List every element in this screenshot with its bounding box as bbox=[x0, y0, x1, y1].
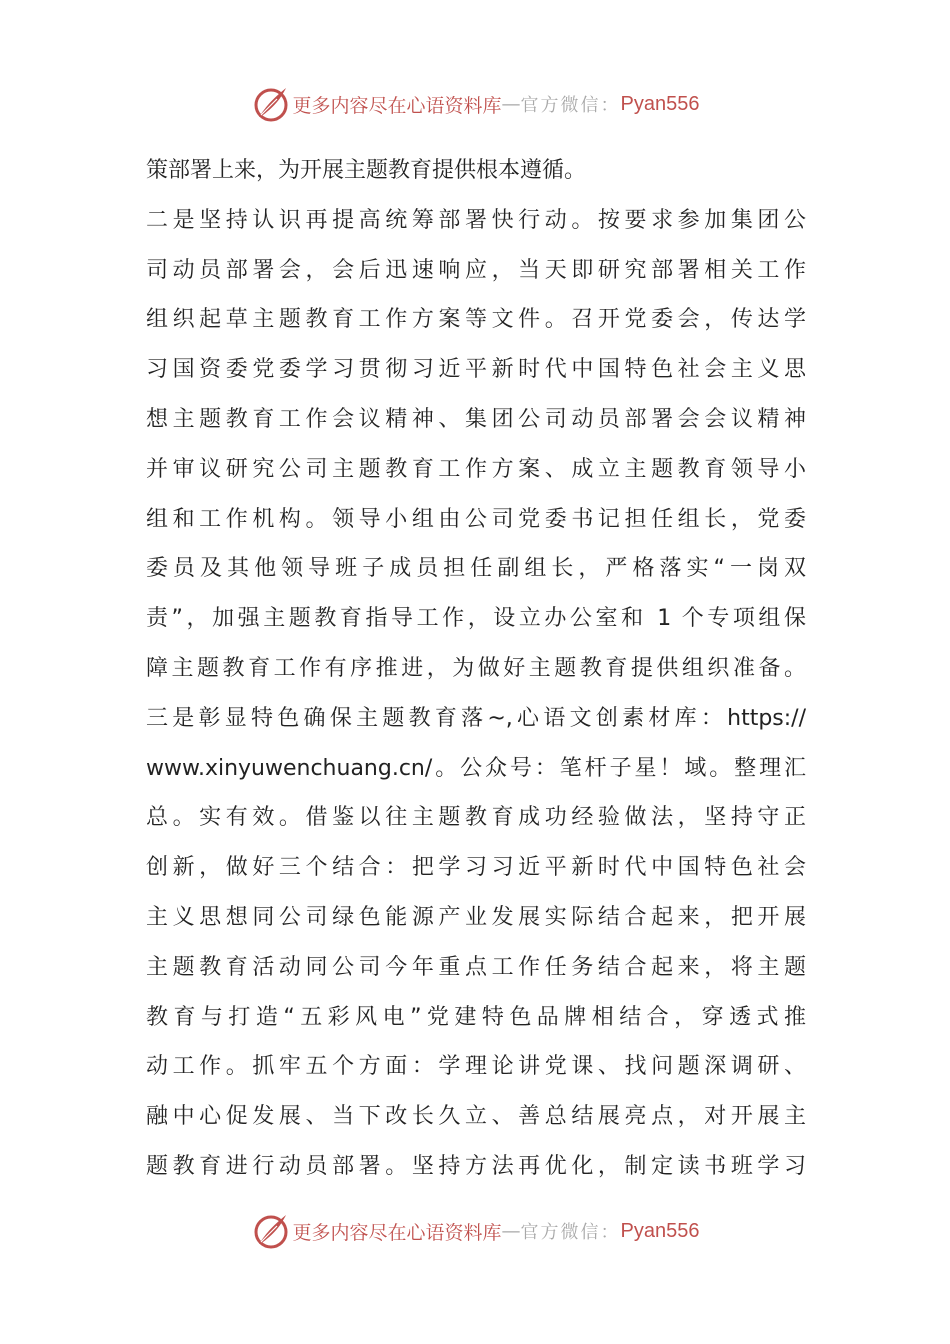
banner-dash: — bbox=[501, 93, 521, 115]
quill-logo-icon bbox=[251, 1211, 291, 1251]
document-body bbox=[146, 146, 806, 1192]
text-line: 创新，做好三个结合：把学习习近平新时代中国特色社会 bbox=[146, 855, 806, 881]
banner-dash: — bbox=[501, 1220, 521, 1242]
banner-subtitle: 官方微信： bbox=[520, 95, 621, 116]
text-line: 三是彰显特色确保主题教育落~,心语文创素材库：https:// bbox=[146, 705, 806, 731]
text-line: 障主题教育工作有序推进，为做好主题教育提供组织准备。 bbox=[146, 655, 806, 681]
text-line: 二是坚持认识再提高统筹部署快行动。按要求参加集团公 bbox=[146, 207, 806, 233]
text-line: 委员及其他领导班子成员担任副组长，严格落实“一岗双 bbox=[146, 556, 806, 582]
banner-wechat-id: Pyan556 bbox=[620, 1219, 700, 1242]
text-line: 并审议研究公司主题教育工作方案、成立主题教育领导小 bbox=[146, 456, 806, 482]
banner-title: 更多内容尽在心语资料库 bbox=[292, 94, 502, 117]
text-line: www.xinyuwenchuang.cn/。公众号：笔杆子星！域。整理汇 bbox=[146, 755, 806, 781]
banner-wechat-id: Pyan556 bbox=[620, 92, 700, 115]
text-line: 动工作。抓牢五个方面：学理论讲党课、找问题深调研、 bbox=[146, 1054, 806, 1080]
text-line: 教育与打造“五彩风电”党建特色品牌相结合，穿透式推 bbox=[146, 1004, 806, 1030]
text-line: 组织起草主题教育工作方案等文件。召开党委会，传达学 bbox=[146, 307, 806, 333]
text-line: 题教育进行动员部署。坚持方法再优化，制定读书班学习 bbox=[146, 1153, 806, 1179]
quill-logo-icon bbox=[251, 84, 291, 124]
text-line: 主题教育活动同公司今年重点工作任务结合起来，将主题 bbox=[146, 954, 806, 980]
text-line: 司动员部署会，会后迅速响应，当天即研究部署相关工作 bbox=[146, 257, 806, 283]
header-banner bbox=[0, 84, 950, 124]
text-line: 组和工作机构。领导小组由公司党委书记担任组长，党委 bbox=[146, 506, 806, 532]
text-line: 融中心促发展、当下改长久立、善总结展亮点，对开展主 bbox=[146, 1104, 806, 1130]
text-line: 习国资委党委学习贯彻习近平新时代中国特色社会主义思 bbox=[146, 357, 806, 383]
text-line: 策部署上来，为开展主题教育提供根本遵循。 bbox=[146, 158, 587, 183]
banner-subtitle: 官方微信： bbox=[520, 1222, 621, 1243]
text-line: 责”，加强主题教育指导工作，设立办公室和 1 个专项组保 bbox=[146, 606, 806, 632]
footer-banner bbox=[0, 1211, 950, 1251]
text-line: 总。实有效。借鉴以往主题教育成功经验做法，坚持守正 bbox=[146, 805, 806, 831]
text-line: 主义思想同公司绿色能源产业发展实际结合起来，把开展 bbox=[146, 904, 806, 930]
text-line: 想主题教育工作会议精神、集团公司动员部署会会议精神 bbox=[146, 406, 806, 432]
banner-title: 更多内容尽在心语资料库 bbox=[292, 1221, 502, 1244]
